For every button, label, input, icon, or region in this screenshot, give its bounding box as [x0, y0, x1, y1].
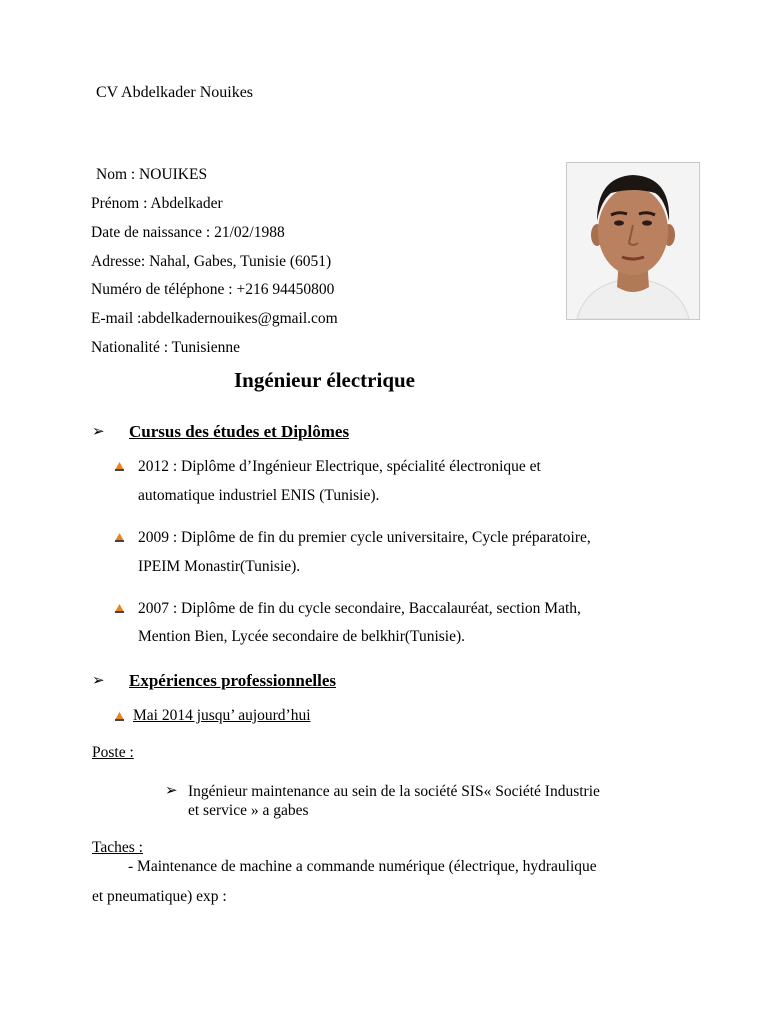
poste-label: Poste :	[92, 744, 134, 761]
experience-period: Mai 2014 jusqu’ aujourd’hui	[133, 707, 311, 724]
arrowhead-icon: ➢	[92, 424, 105, 440]
education-item-2007-line1: 2007 : Diplôme de fin du cycle secondaire, Baccalauréat, section Math,	[138, 600, 581, 617]
poste-description-line2: et service » a gabes	[188, 802, 309, 819]
cv-title: CV Abdelkader Nouikes	[96, 84, 254, 101]
info-nationalite: Nationalité : Tunisienne	[91, 339, 240, 356]
orange-triangle-bullet-icon	[115, 462, 124, 471]
education-item-2009-line1: 2009 : Diplôme de fin du premier cycle universitaire, Cycle préparatoire,	[138, 529, 591, 546]
info-email: E-mail :abdelkadernouikes@gmail.com	[91, 310, 338, 327]
info-telephone: Numéro de téléphone : +216 94450800	[91, 281, 335, 298]
orange-triangle-bullet-icon	[115, 604, 124, 613]
education-item-2007-line2: Mention Bien, Lycée secondaire de belkhir(Tunisie).	[138, 628, 465, 645]
taches-line1: - Maintenance de machine a commande numérique (électrique, hydraulique	[128, 858, 597, 875]
info-date-naissance: Date de naissance : 21/02/1988	[91, 224, 285, 241]
taches-label: Taches :	[92, 839, 143, 856]
education-item-2009-line2: IPEIM Monastir(Tunisie).	[138, 558, 301, 575]
info-nom: Nom : NOUIKES	[96, 166, 208, 183]
portrait-image	[567, 163, 699, 319]
education-item-2012-line2: automatique industriel ENIS (Tunisie).	[138, 487, 380, 504]
orange-triangle-bullet-icon	[115, 712, 124, 721]
job-title: Ingénieur électrique	[234, 368, 416, 392]
arrowhead-icon: ➢	[165, 783, 178, 799]
experience-heading: Expériences professionnelles	[129, 671, 336, 690]
profile-photo	[566, 162, 700, 320]
taches-line2: et pneumatique) exp :	[92, 888, 227, 905]
poste-description-line1: Ingénieur maintenance au sein de la société SIS« Société Industrie	[188, 783, 600, 800]
education-heading: Cursus des études et Diplômes	[129, 422, 350, 441]
info-adresse: Adresse: Nahal, Gabes, Tunisie (6051)	[91, 253, 332, 270]
education-item-2012-line1: 2012 : Diplôme d’Ingénieur Electrique, spécialité électronique et	[138, 458, 541, 475]
arrowhead-icon: ➢	[92, 673, 105, 689]
orange-triangle-bullet-icon	[115, 533, 124, 542]
info-prenom: Prénom : Abdelkader	[91, 195, 223, 212]
